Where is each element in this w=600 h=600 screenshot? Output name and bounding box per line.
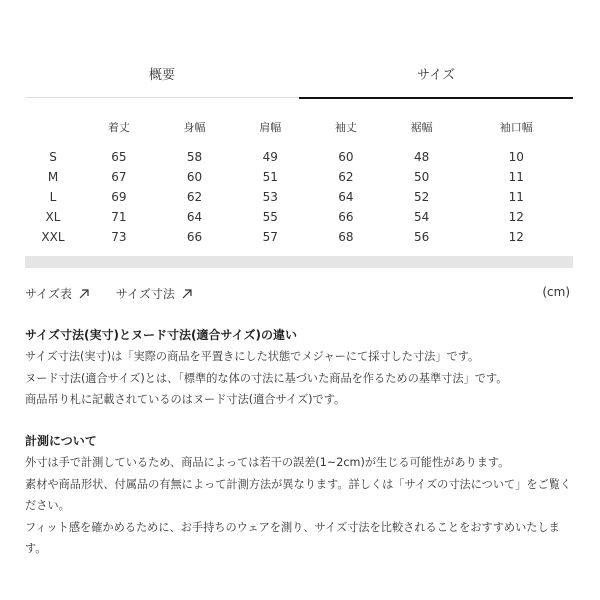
column-header-shoulder: 肩幅 (259, 121, 282, 134)
external-arrow-icon (181, 288, 193, 300)
table-cell: 57 (262, 230, 278, 244)
table-cell: 64 (338, 190, 354, 204)
column-header-size (25, 113, 81, 141)
tab-size[interactable]: サイズ (299, 55, 573, 99)
table-cell: 58 (186, 150, 203, 164)
tab-bar (25, 55, 573, 97)
section-text: 素材や商品形状、付属品の有無によって計測方法が異なります。詳しくは「サイズの寸法について」をご覧ください。 (25, 477, 572, 512)
table-header-row (25, 113, 573, 141)
size-measure-link[interactable] (116, 285, 193, 302)
row-size-label: XXL (41, 230, 65, 244)
column-header-hem: 裾幅 (410, 121, 433, 134)
table-cell: 60 (186, 170, 203, 184)
size-table (25, 113, 573, 247)
section-text: ヌード寸法(適合サイズ)とは、「標準的な体の寸法に基づいた商品を作るための基準寸法」です。 (25, 371, 508, 385)
size-difference-section (25, 324, 575, 411)
table-cell: 54 (413, 210, 430, 224)
table-cell: 10 (508, 150, 524, 164)
unit-label: (cm) (542, 285, 570, 299)
row-size-label: L (49, 190, 57, 204)
table-cell: 65 (111, 150, 127, 164)
section-text: フィット感を確かめるために、お手持ちのウェアを測り、サイズ寸法を比較されることをおすすめいたします。 (25, 520, 560, 555)
size-measure-link-label: サイズ寸法 (115, 287, 175, 301)
table-cell: 60 (338, 150, 354, 164)
table-cell: 53 (262, 190, 278, 204)
table-row (25, 167, 573, 187)
divider-bar (25, 256, 573, 268)
column-header-sleeve: 袖丈 (334, 121, 357, 134)
table-row (25, 227, 573, 247)
section-text: 外寸は手で計測しているため、商品によっては若干の誤差(1~2cm)が生じる可能性があります。 (25, 456, 510, 469)
external-arrow-icon (78, 288, 90, 300)
size-chart-link-label: サイズ表 (25, 287, 73, 301)
table-cell: 12 (508, 210, 524, 224)
row-size-label: S (49, 150, 57, 164)
table-cell: 71 (111, 210, 127, 224)
column-header-width: 身幅 (183, 121, 206, 134)
table-cell: 69 (111, 190, 127, 204)
measurement-section (25, 430, 575, 560)
table-cell: 73 (111, 230, 127, 244)
column-header-cuff: 袖口幅 (499, 121, 533, 134)
table-cell: 11 (508, 170, 524, 184)
size-links (25, 285, 215, 302)
column-header-length: 着丈 (107, 121, 130, 134)
table-cell: 68 (338, 230, 354, 244)
table-cell: 67 (111, 170, 127, 184)
row-size-label: M (47, 170, 59, 184)
table-cell: 12 (508, 230, 524, 244)
table-cell: 11 (508, 190, 524, 204)
section-title: 計測について (25, 434, 97, 448)
section-title: サイズ寸法(実寸)とヌード寸法(適合サイズ)の違い (25, 328, 298, 342)
table-cell: 64 (186, 210, 203, 224)
table-cell: 49 (262, 150, 278, 164)
table-row (25, 187, 573, 207)
table-cell: 56 (413, 230, 430, 244)
table-cell: 62 (338, 170, 354, 184)
table-row (25, 207, 573, 227)
table-cell: 55 (262, 210, 278, 224)
table-cell: 62 (186, 190, 203, 204)
table-row (25, 141, 573, 167)
table-cell: 66 (186, 230, 203, 244)
section-text: サイズ寸法(実寸)は「実際の商品を平置きにした状態でメジャーにて採寸した寸法」です。 (25, 350, 480, 363)
table-cell: 50 (413, 170, 430, 184)
size-chart-link[interactable] (25, 285, 90, 302)
table-cell: 52 (413, 190, 430, 204)
tab-overview[interactable]: 概要 (25, 55, 299, 98)
row-size-label: XL (45, 210, 61, 224)
table-cell: 51 (262, 170, 278, 184)
table-cell: 66 (338, 210, 354, 224)
table-cell: 48 (413, 150, 430, 164)
section-text: 商品吊り札に記載されているのはヌード寸法(適合サイズ)です。 (25, 393, 346, 406)
